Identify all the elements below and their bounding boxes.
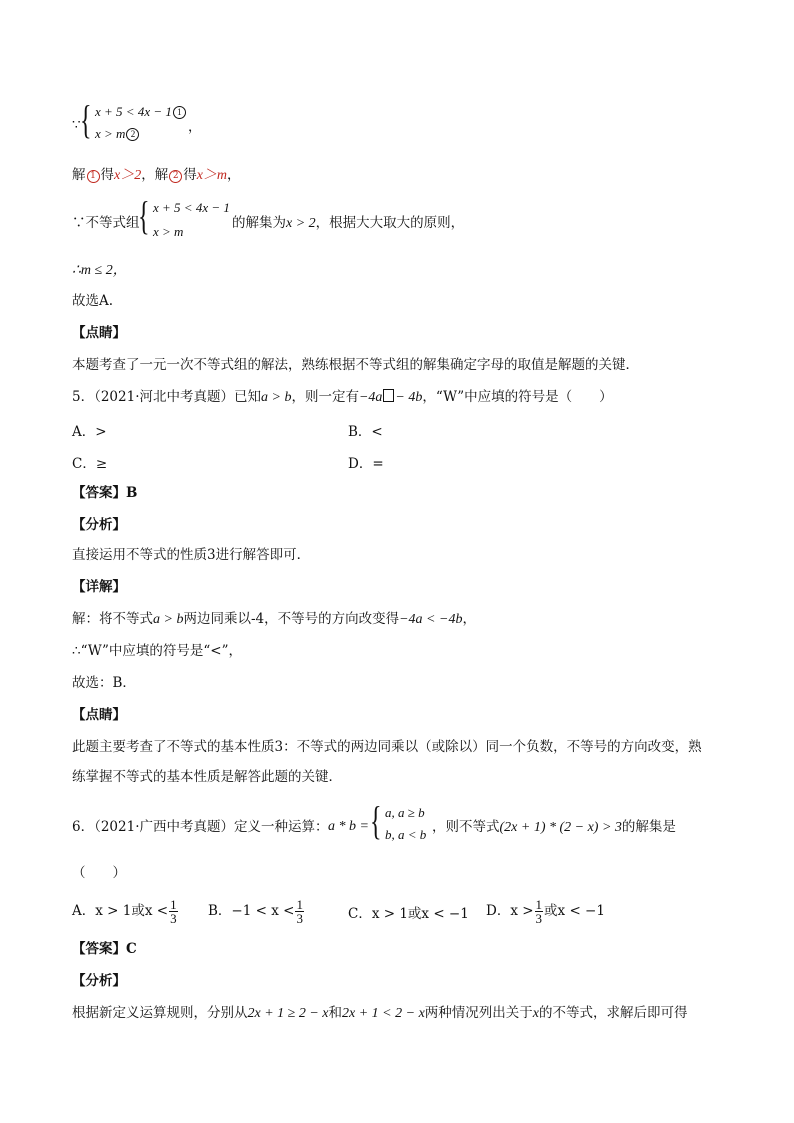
q6-option-b: B．−1 < x < $\frac{1}{3}$: [208, 897, 303, 926]
q5-detail-3: 故选：B．: [72, 675, 136, 691]
q5-detail-2: ∴“W”中应填的符号是“<”，: [72, 643, 243, 659]
since-label: ∵不等式组: [72, 215, 140, 231]
q5-fenxi-text: 直接运用不等式的性质3进行解答即可．: [72, 547, 311, 563]
q5-stem: 5．（2021·河北中考真题）已知a > b，则一定有−4a − 4b，“W”中应填的符号是（ ）: [72, 389, 613, 405]
q6-fenxi-text: 根据新定义运算规则，分别从2x + 1 ≥ 2 − x和2x + 1 < 2 − x两种情况列出关于x的不等式，求解后即可得: [72, 1005, 688, 1021]
q6-answer: 【答案】C: [72, 941, 137, 957]
q6-paren: （ ）: [72, 865, 126, 881]
q6-stem-prefix: 6．（2021·广西中考真题）定义一种运算：: [72, 819, 329, 835]
blank-box-icon: [383, 389, 394, 402]
fraction: $\frac{1}{3}$: [170, 897, 177, 926]
solve-result-1: x＞2: [114, 168, 142, 183]
def-row2: b, a < b: [385, 827, 427, 842]
q5-option-b: B．<: [348, 424, 383, 440]
circled-2-icon: 2: [126, 128, 139, 141]
q5-dianjing-label: 【点睛】: [72, 707, 126, 723]
sys2-row2: x > m: [153, 224, 184, 239]
sys2-after: 的解集为x > 2，根据大大取大的原则，: [232, 215, 465, 231]
brace-icon: {: [138, 193, 150, 238]
solve-result-2: x＞m: [196, 168, 228, 183]
sys1-row2: x > m 2: [95, 126, 140, 142]
q5-option-c: C．≥: [72, 456, 108, 472]
q5-option-d: D．=: [348, 456, 384, 472]
q5-dianjing-2: 练掌握不等式的基本性质是解答此题的关键．: [72, 769, 342, 785]
q6-option-c: C．x > 1或x < −1: [348, 906, 469, 922]
q6-def-lhs: a * b =: [328, 819, 369, 834]
dianjing-text: 本题考查了一元一次不等式组的解法，熟练根据不等式组的解集确定字母的取值是解题的关键．: [72, 357, 639, 373]
circled-1-icon: 1: [173, 106, 186, 119]
q5-fenxi-label: 【分析】: [72, 517, 126, 533]
brace-icon: {: [80, 97, 92, 142]
q6-option-a: A．x > 1或x < $\frac{1}{3}$: [72, 897, 177, 926]
circled-1-icon: 1: [87, 170, 100, 183]
because-symbol: ∵: [72, 117, 81, 133]
brace-icon: {: [370, 798, 382, 843]
sys1-row1: x + 5 < 4x − 1 1: [95, 104, 187, 120]
fraction: $\frac{1}{3}$: [296, 897, 303, 926]
q6-option-d: D．x > $\frac{1}{3}$ 或x < −1: [486, 897, 605, 926]
q5-dianjing-1: 此题主要考查了不等式的基本性质3：不等式的两边同乘以（或除以）同一个负数，不等号的方向改变，熟: [72, 739, 702, 755]
fraction: $\frac{1}{3}$: [535, 897, 543, 926]
q5-option-a: A．>: [72, 424, 107, 440]
dianjing-label: 【点睛】: [72, 325, 126, 341]
def-row1: a, a ≥ b: [385, 805, 425, 820]
q5-answer: 【答案】B: [72, 485, 138, 501]
q5-detail-1: 解：将不等式a > b两边同乘以-4，不等号的方向改变得−4a < −4b，: [72, 611, 476, 627]
sys1-comma: ，: [188, 119, 202, 135]
conclusion-line: ∴m ≤ 2，: [72, 263, 127, 278]
q5-xiangjie-label: 【详解】: [72, 579, 126, 595]
q6-stem-rest: ，则不等式(2x + 1) * (2 − x) > 3的解集是: [432, 819, 676, 835]
solve-line: 解 1 得x＞2，解 2 得x＞m，: [72, 167, 241, 183]
choose-line: 故选A.: [72, 293, 114, 309]
q6-fenxi-label: 【分析】: [72, 973, 126, 989]
sys2-row1: x + 5 < 4x − 1: [153, 200, 230, 215]
circled-2-icon: 2: [169, 170, 182, 183]
